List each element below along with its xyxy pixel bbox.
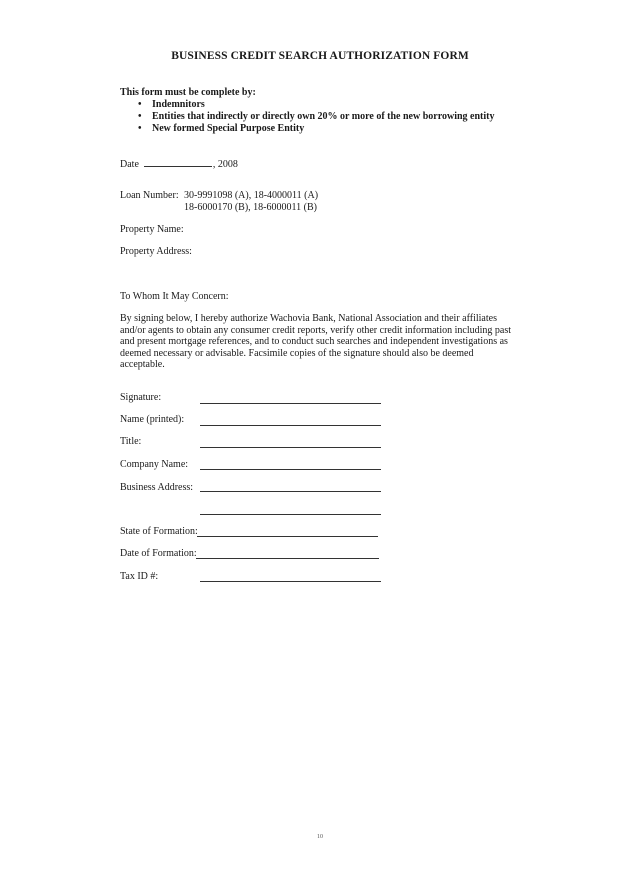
date-field-line[interactable]: [144, 157, 212, 167]
paragraph-line: and/or agents to obtain any consumer credit reports, verify other credit information including past: [120, 324, 511, 336]
list-item: [138, 111, 494, 123]
page-number: 10: [317, 834, 323, 840]
requirement-text: Indemnitors: [152, 99, 205, 110]
business-address-field-line-2[interactable]: [200, 514, 381, 515]
paragraph-line: By signing below, I hereby authorize Wachovia Bank, National Association and their affiliates: [120, 313, 497, 324]
loan-number-label: Loan Number:: [120, 190, 179, 201]
list-item: [138, 99, 494, 111]
requirements-list: [138, 99, 494, 135]
salutation: To Whom It May Concern:: [120, 291, 229, 302]
form-title: BUSINESS CREDIT SEARCH AUTHORIZATION FORM: [171, 50, 469, 62]
name-printed-label: Name (printed):: [120, 414, 185, 425]
company-name-field[interactable]: [200, 469, 381, 470]
list-item: [138, 123, 494, 135]
paragraph-line: and present mortgage references, and to conduct such searches and independent investigations as: [120, 336, 508, 347]
requirements-intro: This form must be complete by:: [120, 87, 256, 98]
authorization-paragraph: [120, 313, 510, 371]
requirement-text: Entities that indirectly or directly own 20% or more of the new borrowing entity: [152, 111, 495, 122]
property-address-label: Property Address:: [120, 246, 192, 257]
signature-field[interactable]: [200, 403, 381, 404]
tax-id-field[interactable]: [200, 581, 381, 582]
loan-number-line-1: 30-9991098 (A), 18-4000011 (A): [184, 190, 319, 201]
bullet-icon: •: [138, 99, 142, 110]
state-of-formation-label: State of Formation:: [120, 526, 198, 537]
company-name-label: Company Name:: [120, 459, 189, 470]
signature-label: Signature:: [120, 392, 162, 403]
date-year: , 2008: [212, 159, 238, 170]
requirement-text: New formed Special Purpose Entity: [152, 123, 305, 134]
date-of-formation-field[interactable]: [196, 558, 379, 559]
business-address-label: Business Address:: [120, 482, 194, 493]
title-field[interactable]: [200, 447, 381, 448]
paragraph-line: deemed necessary or advisable. Facsimile copies of the signature should also be deemed: [120, 347, 474, 359]
title-label: Title:: [120, 436, 142, 447]
name-printed-field[interactable]: [200, 425, 381, 426]
date-row: [120, 157, 238, 170]
date-label: Date: [120, 159, 139, 170]
property-name-label: Property Name:: [120, 224, 184, 235]
tax-id-label: Tax ID #:: [120, 571, 159, 582]
loan-number-line-2: 18-6000170 (B), 18-6000011 (B): [184, 202, 317, 213]
bullet-icon: •: [138, 111, 142, 122]
state-of-formation-field[interactable]: [197, 536, 378, 537]
bullet-icon: •: [138, 123, 142, 134]
date-of-formation-label: Date of Formation:: [120, 548, 197, 559]
business-address-field[interactable]: [200, 491, 381, 492]
paragraph-line: acceptable.: [120, 359, 165, 370]
